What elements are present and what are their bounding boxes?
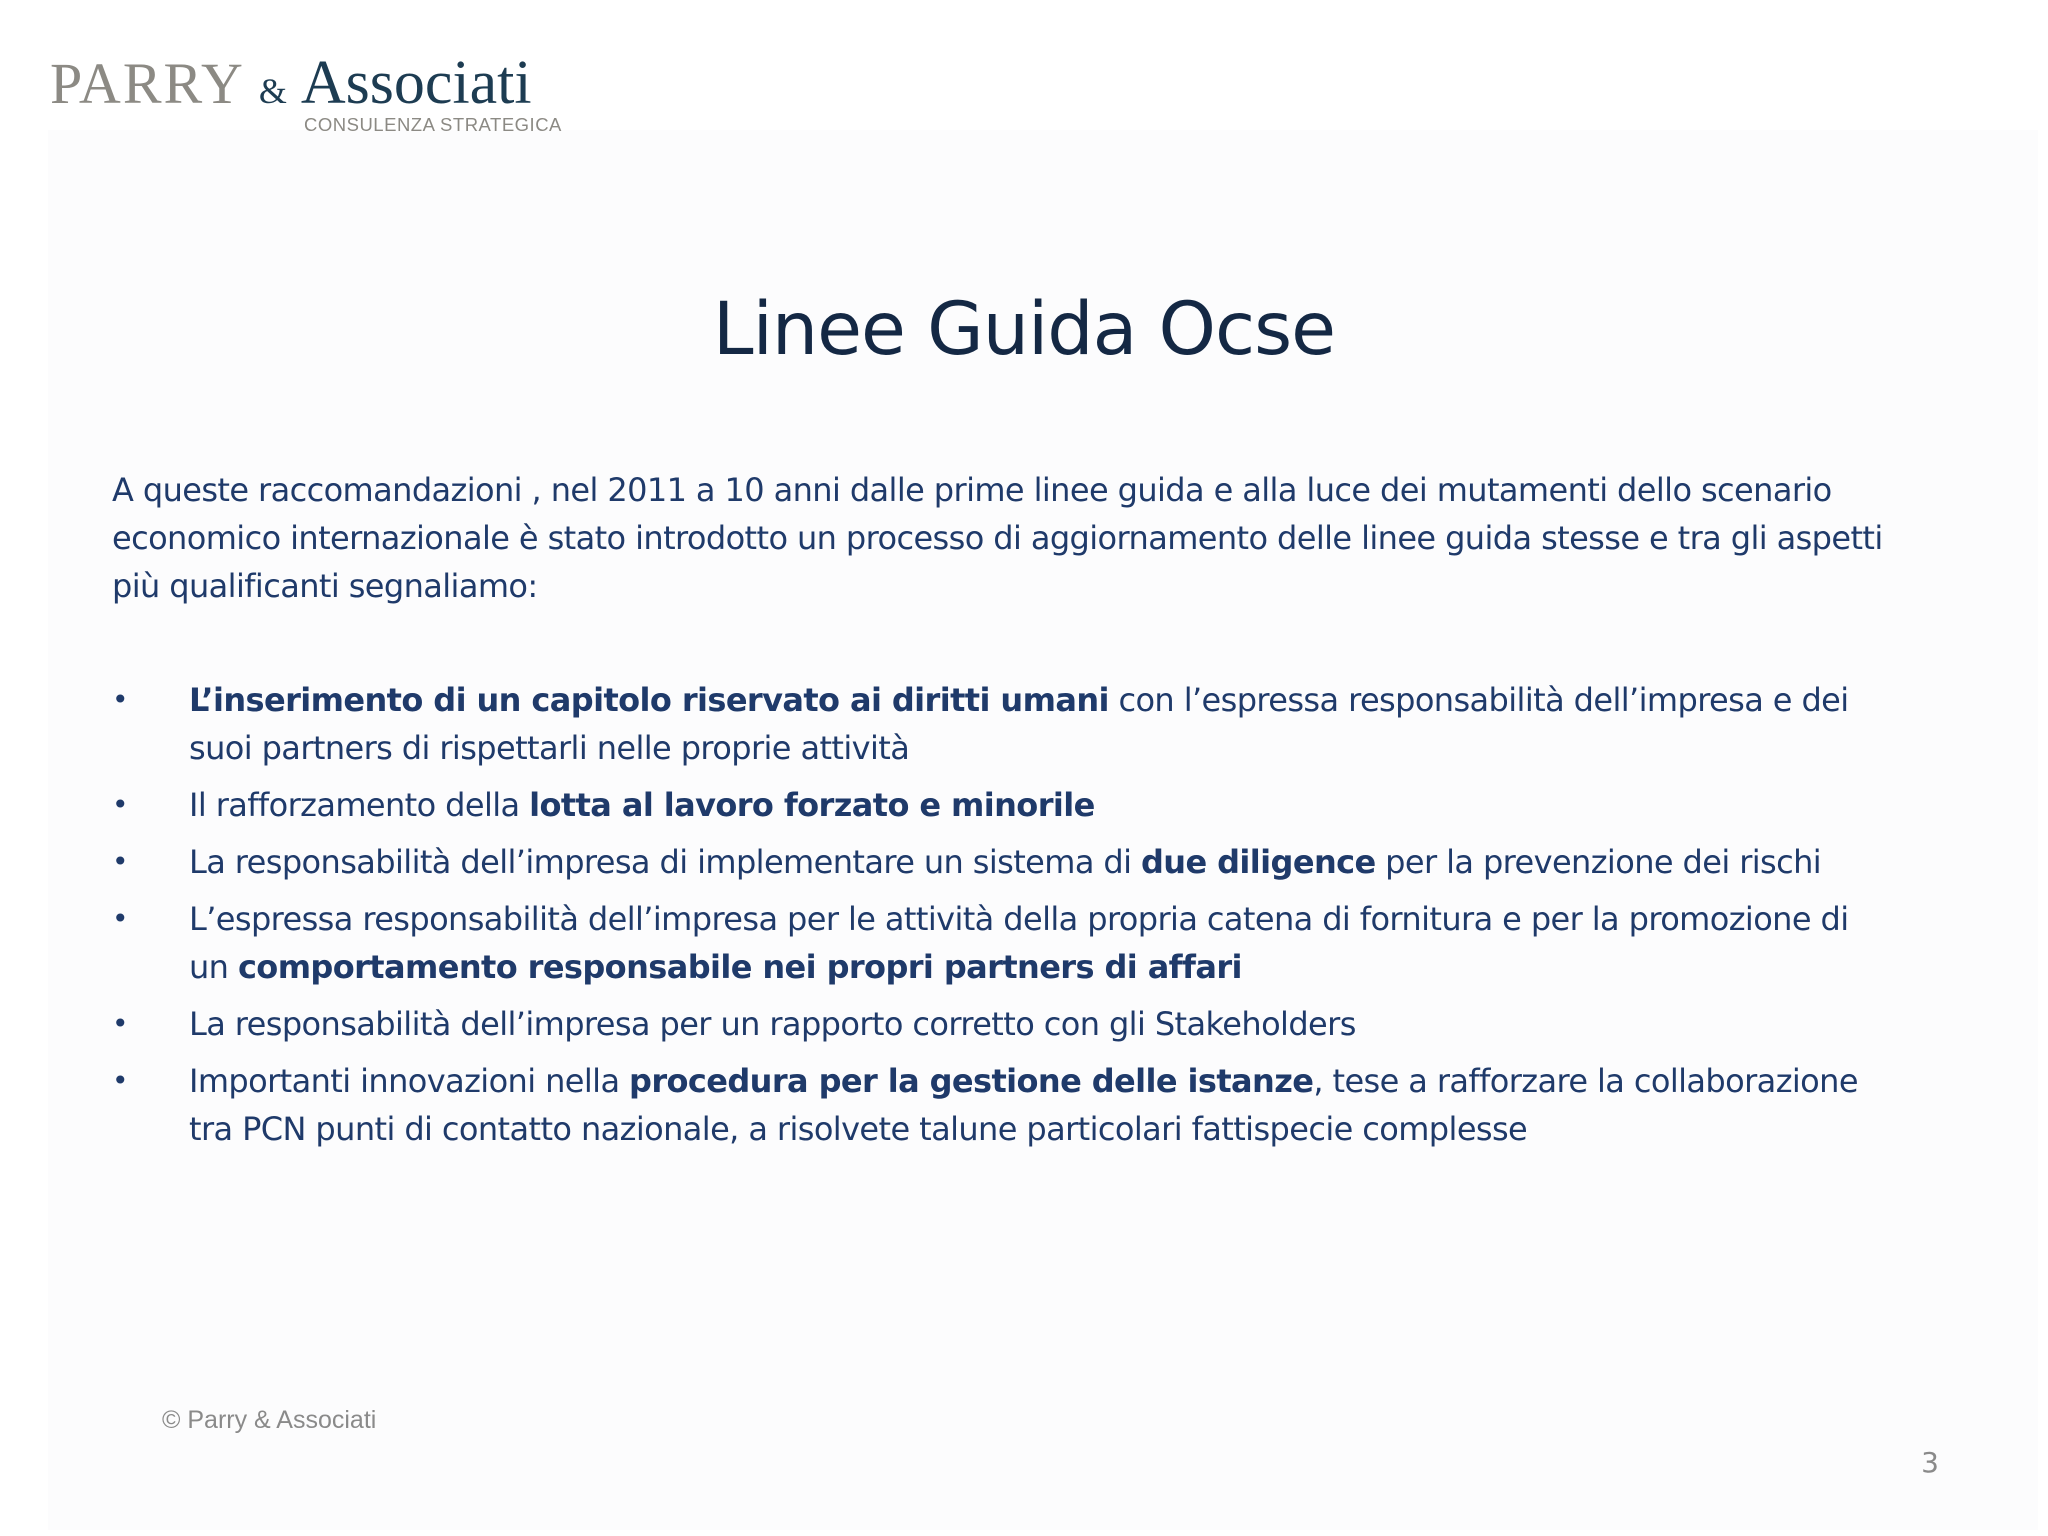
logo-associati-text: Associati (300, 49, 532, 117)
bullet-text-before: L’espressa responsabilità dell’impresa per le attività della propria catena di fornitura e per la promozione di un (189, 900, 1849, 986)
bullet-item (112, 781, 1892, 829)
logo-tagline: CONSULENZA STRATEGICA (304, 114, 562, 135)
bullet-text-bold: L’inserimento di un capitolo riservato ai diritti umani (189, 681, 1109, 719)
bullet-item (112, 838, 1892, 886)
bullet-item (112, 1057, 1892, 1153)
bullet-dot-icon: • (112, 788, 128, 821)
page-number: 3 (1921, 1446, 1939, 1479)
bullet-item (112, 676, 1892, 772)
bullet-list (112, 676, 1892, 1162)
bullet-dot-icon: • (112, 1007, 128, 1040)
bullet-text-before: Il rafforzamento della (189, 786, 530, 824)
bullet-text-after: , tese a rafforzare la collaborazione tra PCN punti di contatto nazionale, a risolvete talune particolari fattispecie complesse (189, 1062, 1858, 1148)
bullet-dot-icon: • (112, 902, 128, 935)
bullet-text-bold: procedura per la gestione delle istanze (629, 1062, 1314, 1100)
bullet-dot-icon: • (112, 845, 128, 878)
bullet-text-bold: lotta al lavoro forzato e minorile (529, 786, 1095, 824)
intro-paragraph: A queste raccomandazioni , nel 2011 a 10 anni dalle prime linee guida e alla luce dei mutamenti dello scenario economico internazionale è stato introdotto un processo di aggiornamento delle linee guida stesse e tra gli aspetti più qualificanti segnaliamo: (112, 471, 1883, 605)
bullet-text-bold: comportamento responsabile nei propri partners di affari (237, 948, 1242, 986)
copyright-notice: © Parry & Associati (162, 1406, 377, 1434)
logo-parry-text: PARRY (50, 51, 245, 116)
bullet-dot-icon: • (112, 683, 128, 716)
logo-ampersand: & (258, 71, 287, 111)
slide-title: Linee Guida Ocse (712, 287, 1336, 372)
bullet-item (112, 895, 1892, 991)
bullet-dot-icon: • (112, 1064, 128, 1097)
bullet-item (112, 1000, 1892, 1048)
bullet-text-before: Importanti innovazioni nella (189, 1062, 630, 1100)
bullet-text-bold: due diligence (1140, 843, 1376, 881)
bullet-text-after: con l’espressa responsabilità dell’impresa e dei suoi partners di rispettarli nelle proprie attività (189, 681, 1849, 767)
bullet-text-after: per la prevenzione dei rischi (1375, 843, 1822, 881)
bullet-text-before: La responsabilità dell’impresa per un rapporto corretto con gli Stakeholders (189, 1005, 1356, 1043)
company-logo (50, 48, 570, 148)
bullet-text-before: La responsabilità dell’impresa di implementare un sistema di (189, 843, 1141, 881)
